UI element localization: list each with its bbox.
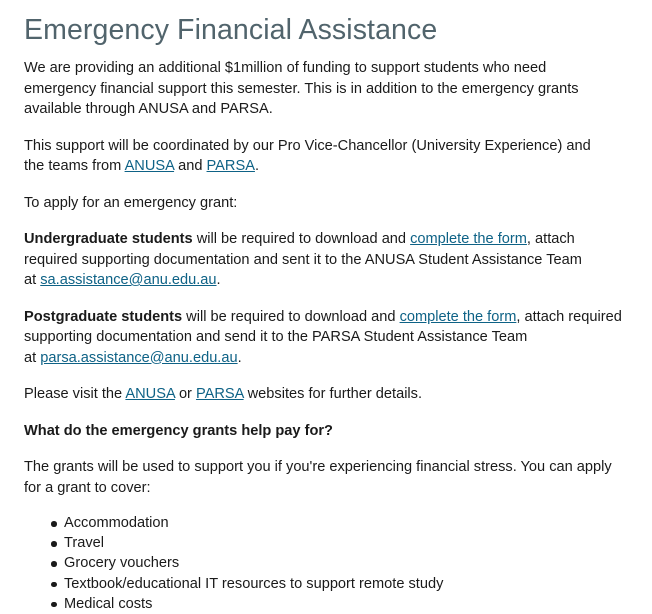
postgrad-form-link[interactable]: complete the form: [399, 308, 517, 325]
undergrad-paragraph: [24, 229, 626, 291]
visit-text: or: [174, 386, 196, 402]
bullet-icon: [51, 561, 57, 567]
grants-line: for a grant to cover:: [24, 479, 151, 496]
coordination-paragraph: [24, 136, 626, 177]
cover-list: [24, 513, 626, 614]
grants-line: The grants will be used to support you if you're experiencing financial stress. You can apply: [24, 459, 612, 475]
intro-line: We are providing an additional $1million of funding to support students who need: [24, 60, 547, 76]
bullet-icon: [51, 541, 57, 547]
undergrad-text: required supporting documentation and sent it to the ANUSA Student Assistance Team: [24, 251, 582, 268]
intro-line: available through ANUSA and PARSA.: [24, 101, 273, 117]
postgrad-text: , attach required: [516, 308, 622, 325]
page-title: Emergency Financial Assistance: [24, 14, 438, 46]
visit-paragraph: [24, 384, 626, 405]
undergrad-text: .: [216, 272, 221, 288]
postgrad-label: Postgraduate students: [24, 308, 183, 325]
grants-paragraph: [24, 457, 626, 498]
parsa-link[interactable]: PARSA: [206, 158, 255, 174]
list-item-label: Medical costs: [64, 595, 153, 612]
visit-text: Please visit the: [24, 386, 126, 402]
postgrad-text: .: [237, 349, 242, 366]
list-item: [64, 533, 626, 553]
visit-text: websites for further details.: [243, 386, 423, 402]
anusa-website-link[interactable]: ANUSA: [125, 386, 175, 402]
coordination-text: .: [254, 158, 259, 174]
postgrad-email-link[interactable]: parsa.assistance@anu.edu.au: [40, 349, 238, 366]
postgrad-text: supporting documentation and send it to the PARSA Student Assistance Team: [24, 329, 528, 345]
coordination-text: the teams from: [24, 158, 125, 174]
undergrad-text: , attach: [526, 231, 575, 247]
list-item: [64, 574, 626, 594]
undergrad-text: at: [24, 272, 41, 288]
list-item-label: Textbook/educational IT resources to support remote study: [64, 575, 444, 592]
list-item: [64, 513, 626, 533]
list-item-label: Accommodation: [64, 515, 169, 531]
grants-heading-text: What do the emergency grants help pay for?: [24, 422, 333, 439]
parsa-website-link[interactable]: PARSA: [195, 386, 244, 402]
intro-paragraph: [24, 58, 626, 120]
undergrad-email-link[interactable]: sa.assistance@anu.edu.au: [40, 272, 217, 288]
grants-heading: [24, 421, 626, 442]
coordination-text: and: [174, 158, 207, 174]
bullet-icon: [51, 602, 57, 608]
bullet-icon: [51, 521, 57, 527]
apply-heading: To apply for an emergency grant:: [24, 194, 238, 211]
bullet-icon: [51, 582, 57, 588]
list-item-label: Grocery vouchers: [64, 555, 180, 572]
postgrad-paragraph: [24, 307, 626, 369]
postgrad-text: at: [24, 349, 41, 366]
undergrad-text: will be required to download and: [192, 231, 411, 247]
undergrad-label: Undergraduate students: [24, 231, 193, 247]
list-item-label: Travel: [64, 535, 105, 552]
intro-line: emergency financial support this semester. This is in addition to the emergency grants: [24, 80, 579, 97]
anusa-link[interactable]: ANUSA: [124, 158, 175, 174]
undergrad-form-link[interactable]: complete the form: [410, 231, 527, 247]
postgrad-text: will be required to download and: [182, 308, 400, 325]
list-item: [64, 553, 626, 573]
coordination-line: This support will be coordinated by our Pro Vice-Chancellor (University Experience) and: [24, 137, 591, 154]
list-item: [64, 594, 626, 614]
